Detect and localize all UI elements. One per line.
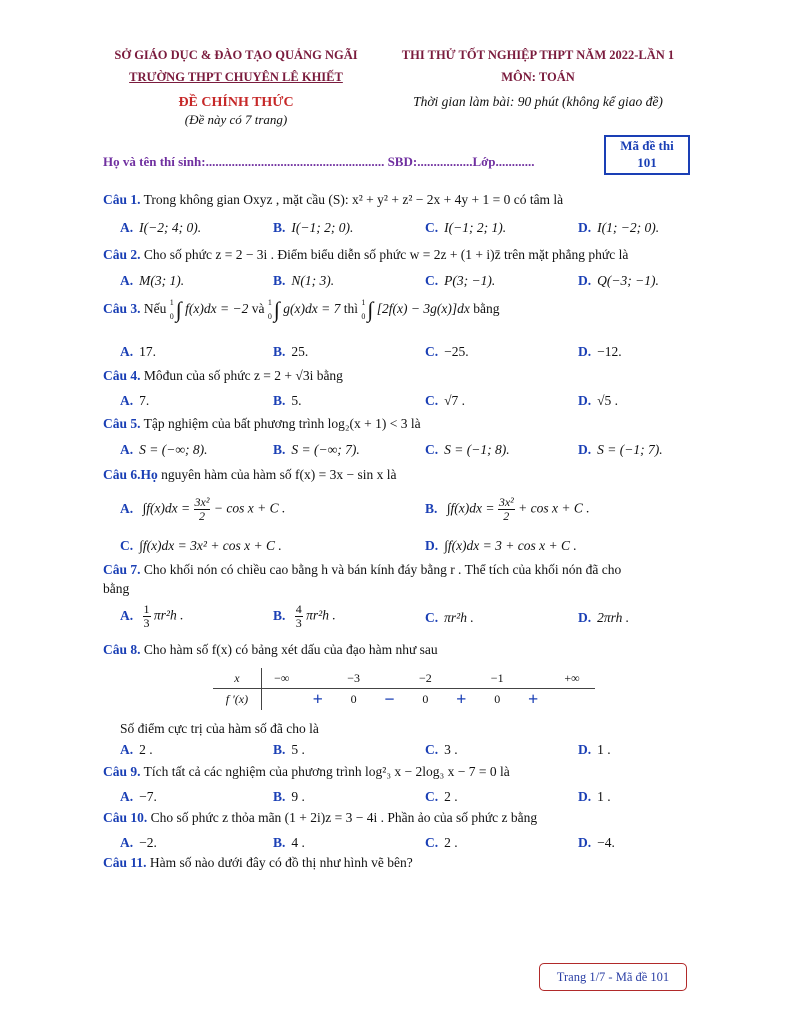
q2-option-d: D. Q(−3; −1). (578, 273, 659, 288)
q8-option-c: C. 3 . (425, 742, 458, 757)
q7-option-b: B. $\frac{4}{3}$ πr²h . (273, 602, 336, 630)
sign-table-sign: − (384, 689, 395, 709)
q6-option-d: D. ∫f(x)dx = 3 + cos x + C . (425, 538, 577, 553)
question-9: Câu 9. Tích tất cả các nghiệm của phương trình log²₃ x − 2log₃ x − 7 = 0 là (103, 764, 510, 779)
sign-table-sign: + (312, 689, 323, 709)
sign-table-f-header: f ′(x) (213, 689, 261, 711)
page-footer: Trang 1/7 - Mã đề 101 (539, 963, 687, 991)
exam-code-value: 101 (637, 155, 657, 170)
q3-option-c: C. −25. (425, 344, 469, 359)
q7-option-a: A. $\frac{1}{3}$ πr²h . (120, 602, 184, 630)
official-label: ĐỀ CHÍNH THỨC (178, 95, 294, 110)
q4-option-b: B. 5. (273, 393, 302, 408)
q10-option-b: B. 4 . (273, 835, 305, 850)
question-2: Câu 2. Cho số phức z = 2 − 3i . Điểm biểu diễn số phức w = 2z + (1 + i)z̄ trên mặt phẳng phức là (103, 247, 629, 262)
sign-table-sign: + (527, 689, 539, 709)
school-name: TRƯỜNG THPT CHUYÊN LÊ KHIẾT (129, 70, 343, 84)
sign-table-x: −1 (490, 670, 504, 685)
q10-option-d: D. −4. (578, 835, 615, 850)
q10-option-a: A. −2. (120, 835, 157, 850)
question-7: Câu 7. Cho khối nón có chiều cao bằng h và bán kính đáy bằng r . Thể tích của khối nón đã cho (103, 562, 622, 577)
q4-option-d: D. √5 . (578, 393, 619, 408)
exam-title: THI THỬ TỐT NGHIỆP THPT NĂM 2022-LẦN 1 (401, 48, 675, 62)
q6-option-b: B. ∫f(x)dx = $\frac{\text{3x²}}{2}$ + cos x + C . (425, 495, 590, 523)
exam-code-box (604, 135, 690, 175)
q2-option-c: C. P(3; −1). (425, 273, 496, 288)
q9-option-d: D. 1 . (578, 789, 611, 804)
q5-option-b: B. S = (−∞; 7). (273, 442, 360, 457)
question-6: Câu 6.Họ nguyên hàm của hàm số f(x) = 3x − sin x là (103, 467, 397, 482)
exam-code-label: Mã đề thi (620, 138, 674, 153)
q4-option-c: C. √7 . (425, 393, 466, 408)
q1-option-a: A. I(−2; 4; 0). (120, 220, 202, 235)
q1-option-d: D. I(1; −2; 0). (578, 220, 660, 235)
question-7-continued: bằng (103, 581, 130, 596)
sign-table-x: −3 (347, 670, 360, 685)
q2-option-b: B. N(1; 3). (273, 273, 335, 288)
sign-table-x-header: x (213, 668, 261, 689)
sign-table-zero: 0 (494, 692, 501, 706)
question-11: Câu 11. Hàm số nào dưới đây có đồ thị như hình vẽ bên? (103, 855, 413, 870)
q5-option-d: D. S = (−1; 7). (578, 442, 663, 457)
question-10: Câu 10. Cho số phức z thỏa mãn (1 + 2i)z = 3 − 4i . Phần ảo của số phức z bằng (103, 810, 538, 825)
q3-option-b: B. 25. (273, 344, 309, 359)
sign-table-zero: 0 (422, 692, 429, 706)
pages-note: (Đề này có 7 trang) (184, 112, 288, 127)
candidate-info-line: Họ và tên thí sinh:....................................................... SBD:.................Lớp............ (103, 154, 535, 169)
q6-option-c: C. ∫f(x)dx = 3x² + cos x + C . (120, 538, 282, 553)
q1-option-c: C. I(−1; 2; 1). (425, 220, 507, 235)
department-name: SỞ GIÁO DỤC & ĐÀO TẠO QUẢNG NGÃI (114, 48, 358, 62)
q8-option-b: B. 5 . (273, 742, 305, 757)
sign-table-x: −2 (419, 670, 432, 685)
sign-table-x: −∞ (274, 670, 290, 685)
q1-option-b: B. I(−1; 2; 0). (273, 220, 354, 235)
q10-option-c: C. 2 . (425, 835, 458, 850)
sign-table-x: +∞ (564, 670, 580, 685)
q9-option-c: C. 2 . (425, 789, 458, 804)
question-5: Câu 5. Tập nghiệm của bất phương trình log₂(x + 1) < 3 là (103, 416, 421, 431)
q8-option-a: A. 2 . (120, 742, 153, 757)
q5-option-c: C. S = (−1; 8). (425, 442, 510, 457)
q4-option-a: A. 7. (120, 393, 150, 408)
q5-option-a: A. S = (−∞; 8). (120, 442, 208, 457)
q2-option-a: A. M(3; 1). (120, 273, 185, 288)
question-8-continued: Số điểm cực trị của hàm số đã cho là (120, 721, 319, 736)
q3-option-a: A. 17. (120, 344, 156, 359)
q9-option-b: B. 9 . (273, 789, 305, 804)
q3-option-d: D. −12. (578, 344, 622, 359)
sign-table-sign: + (456, 689, 467, 709)
q9-option-a: A. −7. (120, 789, 157, 804)
q8-option-d: D. 1 . (578, 742, 611, 757)
question-1: Câu 1. Trong không gian Oxyz , mặt cầu (S): x² + y² + z² − 2x + 4y + 1 = 0 có tâm là (103, 192, 564, 207)
q6-option-a: A. ∫f(x)dx = $\frac{\text{3x²}}{2}$ − cos x + C . (120, 495, 286, 523)
sign-table-zero: 0 (350, 692, 357, 706)
time-note: Thời gian làm bài: 90 phút (không kể giao đề) (413, 94, 663, 109)
question-4: Câu 4. Môđun của số phức z = 2 + √3i bằng (103, 368, 343, 383)
q7-option-d: D. 2πrh . (578, 610, 630, 625)
question-3: Câu 3. Nếu 1 0 ∫ f(x)dx = −2 và 1 0 ∫ g(x)dx = 7 thì 1 0 ∫ [2f(x) − 3g(x)]dx bằng (103, 297, 500, 322)
subject: MÔN: TOÁN (501, 70, 575, 84)
q7-option-c: C. πr²h . (425, 610, 474, 625)
question-8: Câu 8. Cho hàm số f(x) có bảng xét dấu của đạo hàm như sau (103, 642, 438, 657)
sign-table (213, 668, 595, 710)
